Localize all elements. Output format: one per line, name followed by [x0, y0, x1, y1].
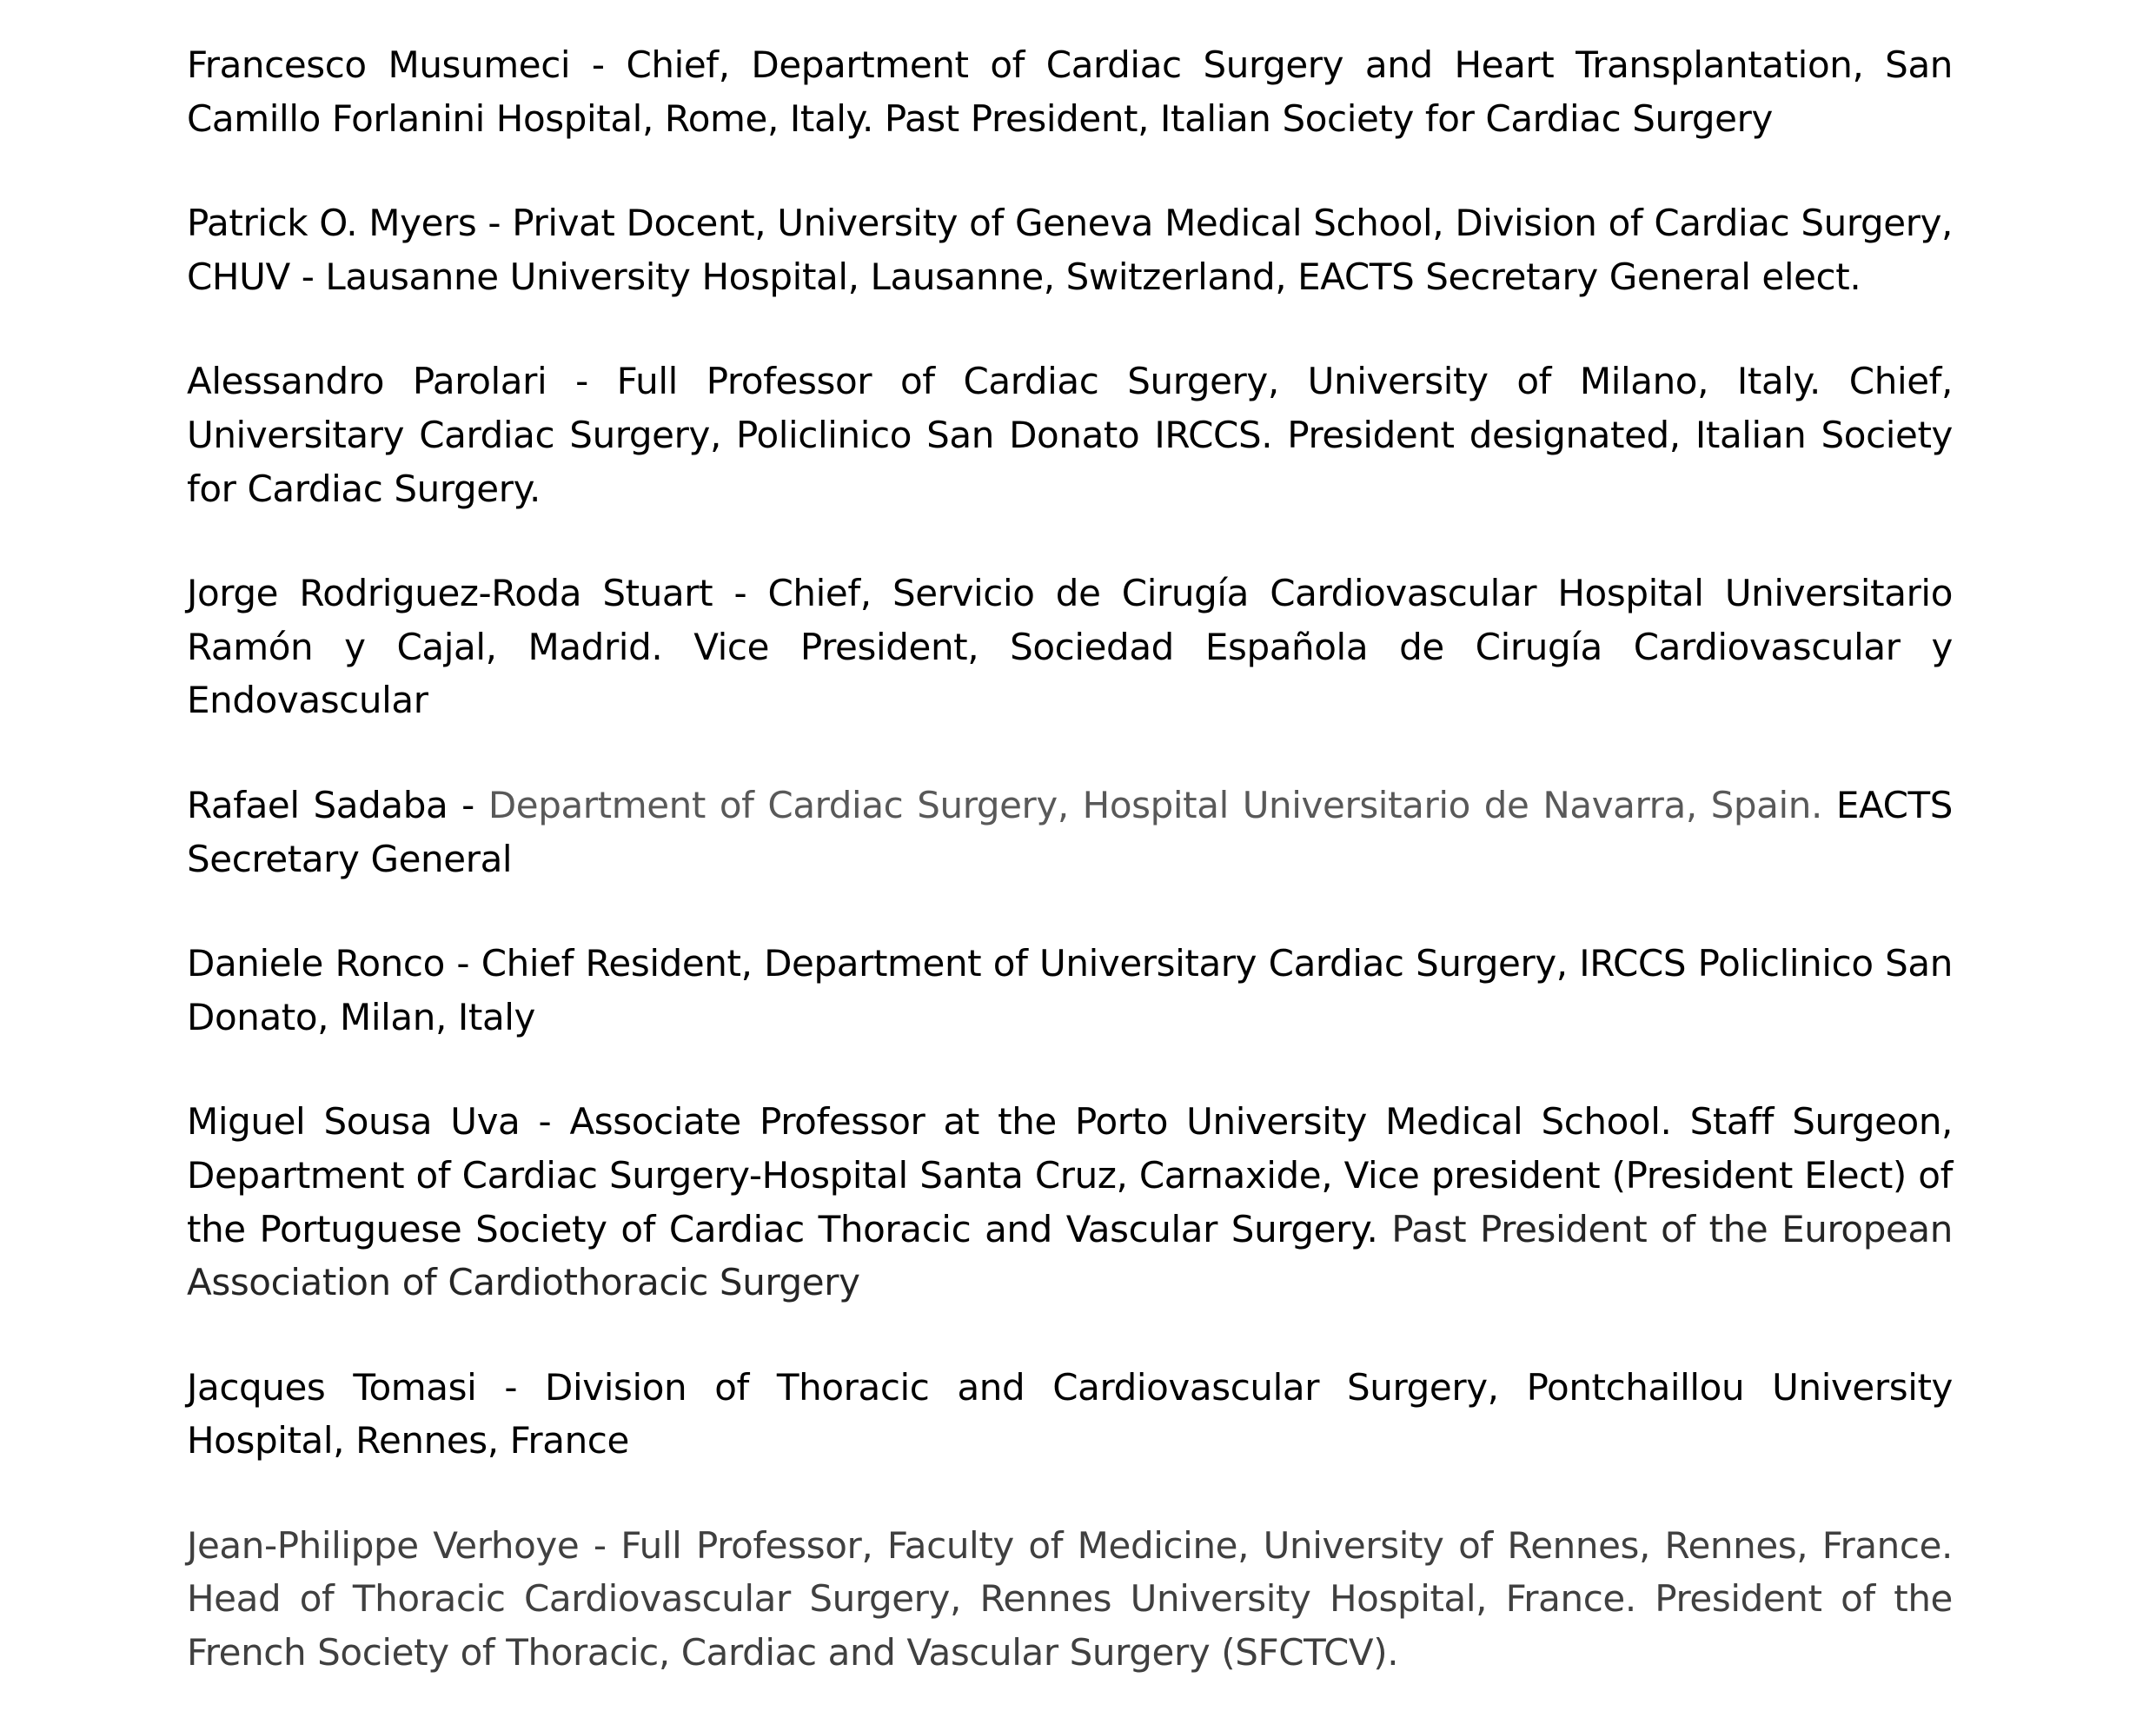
entry-verhoye: Jean-Philippe Verhoye - Full Professor, Faculty of Medicine, University of Rennes, Rennes, France. Head of Thoracic Cardiovascular Surgery, Rennes University Hospital, France. President of the French Society of Thoracic, Cardiac and Vascular Surgery (SFCTCV).	[187, 1523, 1953, 1675]
entry-myers: Patrick O. Myers - Privat Docent, University of Geneva Medical School, Division of Cardiac Surgery, CHUV - Lausanne University Hospital, Lausanne, Switzerland, EACTS Secretary General elect.	[187, 202, 1953, 298]
entry-sousa-uva-main: Miguel Sousa Uva - Associate Professor at the Porto University Medical School. Staff Surgeon, Department of Cardiac Surgery-Hospital Santa Cruz, Carnaxide, Vice president (President Elect) of the Portuguese Society of Cardiac Thoracic and Vascular Surgery.	[187, 1100, 1953, 1250]
entry-sadaba-role: EACTS Secretary General	[187, 783, 1954, 880]
entry-musumeci: Francesco Musumeci - Chief, Department of Cardiac Surgery and Heart Transplantation, San Camillo Forlanini Hospital, Rome, Italy. Past President, Italian Society for Cardiac Surgery	[187, 43, 1953, 140]
entry-sadaba	[187, 779, 1953, 885]
entry-sousa-uva	[187, 1095, 1953, 1309]
entry-parolari: Alessandro Parolari - Full Professor of Cardiac Surgery, University of Milano, Italy. Chief, Universitary Cardiac Surgery, Policlinico San Donato IRCCS. President designated, Italian Society for Cardiac Surgery.	[187, 360, 1953, 510]
entry-tomasi: Jacques Tomasi - Division of Thoracic and Cardiovascular Surgery, Pontchaillou University Hospital, Rennes, France	[187, 1365, 1953, 1462]
entry-sadaba-affiliation: Department of Cardiac Surgery, Hospital Universitario de Navarra, Spain.	[488, 783, 1822, 826]
entry-ronco: Daniele Ronco - Chief Resident, Department of Universitary Cardiac Surgery, IRCCS Policlinico San Donato, Milan, Italy	[187, 942, 1953, 1038]
entry-sadaba-name: Rafael Sadaba -	[187, 783, 488, 826]
document-page	[187, 38, 1953, 1731]
entry-sousa-uva-past-role: Past President of the European Association of Cardiothoracic Surgery	[187, 1207, 1953, 1304]
entry-rodriguez-roda: Jorge Rodriguez-Roda Stuart - Chief, Servicio de Cirugía Cardiovascular Hospital Universitario Ramón y Cajal, Madrid. Vice President, Sociedad Española de Cirugía Cardiovascular y Endovascular	[187, 572, 1953, 722]
